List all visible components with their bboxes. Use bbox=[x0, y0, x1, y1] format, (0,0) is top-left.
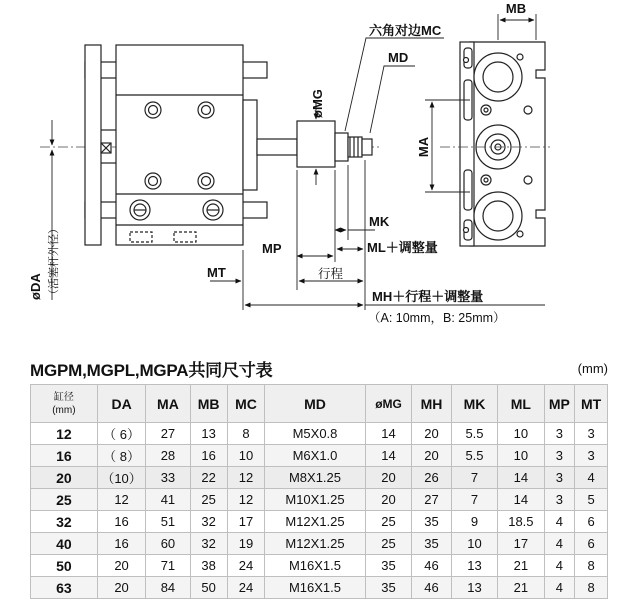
header-mh: MH bbox=[412, 385, 452, 423]
label-mg: øMG bbox=[310, 89, 325, 118]
cell-ma: 33 bbox=[146, 467, 190, 489]
piston-rod bbox=[257, 139, 297, 155]
cell-mh: 20 bbox=[412, 423, 452, 445]
label-ma: MA bbox=[416, 136, 431, 158]
cell-mb: 25 bbox=[190, 489, 227, 511]
cell-mg: 20 bbox=[365, 467, 411, 489]
cell-mc: 8 bbox=[227, 423, 264, 445]
label-mh-stroke-adj: MH＋行程＋调整量 bbox=[372, 289, 484, 304]
cell-mh: 46 bbox=[412, 555, 452, 577]
cell-mg: 14 bbox=[365, 423, 411, 445]
cell-md: M10X1.25 bbox=[265, 489, 366, 511]
cell-mk: 5.5 bbox=[451, 423, 497, 445]
cell-mh: 46 bbox=[412, 577, 452, 599]
cell-ml: 10 bbox=[498, 445, 544, 467]
cell-mc: 17 bbox=[227, 511, 264, 533]
table-row bbox=[31, 533, 608, 555]
cell-ma: 84 bbox=[146, 577, 190, 599]
cell-ml: 17 bbox=[498, 533, 544, 555]
cell-ml: 10 bbox=[498, 423, 544, 445]
end-plate bbox=[85, 45, 101, 245]
cell-mb: 32 bbox=[190, 533, 227, 555]
cell-mg: 20 bbox=[365, 489, 411, 511]
end-view bbox=[460, 42, 545, 246]
cell-bore: 40 bbox=[31, 533, 98, 555]
side-view bbox=[40, 45, 380, 245]
cell-mc: 24 bbox=[227, 555, 264, 577]
header-mp: MP bbox=[544, 385, 575, 423]
rod-end-mg bbox=[297, 121, 335, 167]
cell-mg: 25 bbox=[365, 533, 411, 555]
cell-mp: 4 bbox=[544, 511, 575, 533]
cell-ma: 71 bbox=[146, 555, 190, 577]
label-stroke: 行程 bbox=[318, 267, 344, 281]
label-mb: MB bbox=[505, 1, 527, 16]
header-md: MD bbox=[265, 385, 366, 423]
cell-da: （10） bbox=[97, 467, 146, 489]
cell-ml: 21 bbox=[498, 555, 544, 577]
cell-md: M12X1.25 bbox=[265, 533, 366, 555]
cell-ml: 14 bbox=[498, 489, 544, 511]
label-md: MD bbox=[388, 50, 409, 65]
cell-mh: 27 bbox=[412, 489, 452, 511]
cell-mb: 13 bbox=[190, 423, 227, 445]
cell-mk: 9 bbox=[451, 511, 497, 533]
cell-mt: 5 bbox=[575, 489, 608, 511]
cell-mb: 50 bbox=[190, 577, 227, 599]
cell-bore: 63 bbox=[31, 577, 98, 599]
cell-md: M16X1.5 bbox=[265, 555, 366, 577]
cell-mh: 35 bbox=[412, 533, 452, 555]
label-da-note: （活塞杆外径） bbox=[48, 223, 60, 300]
label-da: øDA bbox=[28, 273, 43, 300]
header-bore bbox=[31, 385, 98, 423]
cell-mp: 3 bbox=[544, 467, 575, 489]
cell-mk: 5.5 bbox=[451, 445, 497, 467]
cell-md: M6X1.0 bbox=[265, 445, 366, 467]
cell-ml: 18.5 bbox=[498, 511, 544, 533]
header-ma: MA bbox=[146, 385, 190, 423]
cell-bore: 12 bbox=[31, 423, 98, 445]
header-mb: MB bbox=[190, 385, 227, 423]
cell-mt: 3 bbox=[575, 445, 608, 467]
header-bore-line2: (mm) bbox=[52, 404, 76, 416]
cell-mt: 4 bbox=[575, 467, 608, 489]
cell-da: （ 8） bbox=[97, 445, 146, 467]
table-row bbox=[31, 555, 608, 577]
table-row bbox=[31, 577, 608, 599]
cell-mc: 10 bbox=[227, 445, 264, 467]
cell-mc: 12 bbox=[227, 467, 264, 489]
cell-bore: 25 bbox=[31, 489, 98, 511]
cell-mp: 3 bbox=[544, 445, 575, 467]
cell-da: 16 bbox=[97, 511, 146, 533]
cell-mt: 3 bbox=[575, 423, 608, 445]
cell-ma: 51 bbox=[146, 511, 190, 533]
header-da: DA bbox=[97, 385, 146, 423]
cell-mp: 4 bbox=[544, 577, 575, 599]
cell-mk: 7 bbox=[451, 467, 497, 489]
cell-mt: 8 bbox=[575, 577, 608, 599]
label-adj-note: （A: 10mm，B: 25mm） bbox=[368, 311, 506, 325]
cell-ma: 27 bbox=[146, 423, 190, 445]
cell-mb: 22 bbox=[190, 467, 227, 489]
cell-mb: 32 bbox=[190, 511, 227, 533]
cell-mp: 4 bbox=[544, 555, 575, 577]
cell-mk: 13 bbox=[451, 555, 497, 577]
cell-mg: 35 bbox=[365, 555, 411, 577]
cell-mt: 6 bbox=[575, 511, 608, 533]
header-bore-line1: 缸径 bbox=[53, 391, 74, 403]
cell-mp: 4 bbox=[544, 533, 575, 555]
cell-md: M16X1.5 bbox=[265, 577, 366, 599]
cell-ml: 21 bbox=[498, 577, 544, 599]
header-mk: MK bbox=[451, 385, 497, 423]
cell-da: 20 bbox=[97, 555, 146, 577]
cell-ma: 28 bbox=[146, 445, 190, 467]
cell-mp: 3 bbox=[544, 423, 575, 445]
label-mk: MK bbox=[369, 214, 390, 229]
cell-mk: 7 bbox=[451, 489, 497, 511]
cell-bore: 20 bbox=[31, 467, 98, 489]
cell-mt: 6 bbox=[575, 533, 608, 555]
label-mp: MP bbox=[262, 241, 282, 256]
table-row bbox=[31, 489, 608, 511]
cell-mg: 25 bbox=[365, 511, 411, 533]
cell-bore: 50 bbox=[31, 555, 98, 577]
header-mt: MT bbox=[575, 385, 608, 423]
cell-mc: 12 bbox=[227, 489, 264, 511]
cell-mp: 3 bbox=[544, 489, 575, 511]
cell-mh: 20 bbox=[412, 445, 452, 467]
table-header-row bbox=[31, 385, 608, 423]
cell-mg: 35 bbox=[365, 577, 411, 599]
table-title: MGPM,MGPL,MGPA共同尺寸表 bbox=[30, 361, 273, 380]
cell-ml: 14 bbox=[498, 467, 544, 489]
cell-mb: 38 bbox=[190, 555, 227, 577]
cell-mg: 14 bbox=[365, 445, 411, 467]
header-mc: MC bbox=[227, 385, 264, 423]
header-ml: ML bbox=[498, 385, 544, 423]
table-row bbox=[31, 445, 608, 467]
cell-da: 12 bbox=[97, 489, 146, 511]
header-mg: øMG bbox=[365, 385, 411, 423]
cell-bore: 32 bbox=[31, 511, 98, 533]
cell-da: 16 bbox=[97, 533, 146, 555]
label-hex-mc: 六角对边MC bbox=[369, 23, 442, 38]
dimension-table bbox=[30, 384, 608, 599]
cell-mb: 16 bbox=[190, 445, 227, 467]
table-body bbox=[31, 423, 608, 599]
cell-mh: 26 bbox=[412, 467, 452, 489]
cell-mc: 24 bbox=[227, 577, 264, 599]
cell-md: M12X1.25 bbox=[265, 511, 366, 533]
table-row bbox=[31, 511, 608, 533]
cell-md: M5X0.8 bbox=[265, 423, 366, 445]
table-unit: (mm) bbox=[577, 361, 608, 376]
cell-ma: 41 bbox=[146, 489, 190, 511]
cell-mk: 10 bbox=[451, 533, 497, 555]
cell-md: M8X1.25 bbox=[265, 467, 366, 489]
cell-mh: 35 bbox=[412, 511, 452, 533]
cell-ma: 60 bbox=[146, 533, 190, 555]
cell-mt: 8 bbox=[575, 555, 608, 577]
cell-mc: 19 bbox=[227, 533, 264, 555]
cell-da: （ 6） bbox=[97, 423, 146, 445]
table-row bbox=[31, 423, 608, 445]
cell-bore: 16 bbox=[31, 445, 98, 467]
table-row bbox=[31, 467, 608, 489]
label-ml-adj: ML＋调整量 bbox=[367, 240, 438, 255]
cell-mk: 13 bbox=[451, 577, 497, 599]
cell-da: 20 bbox=[97, 577, 146, 599]
label-mt: MT bbox=[207, 265, 226, 280]
